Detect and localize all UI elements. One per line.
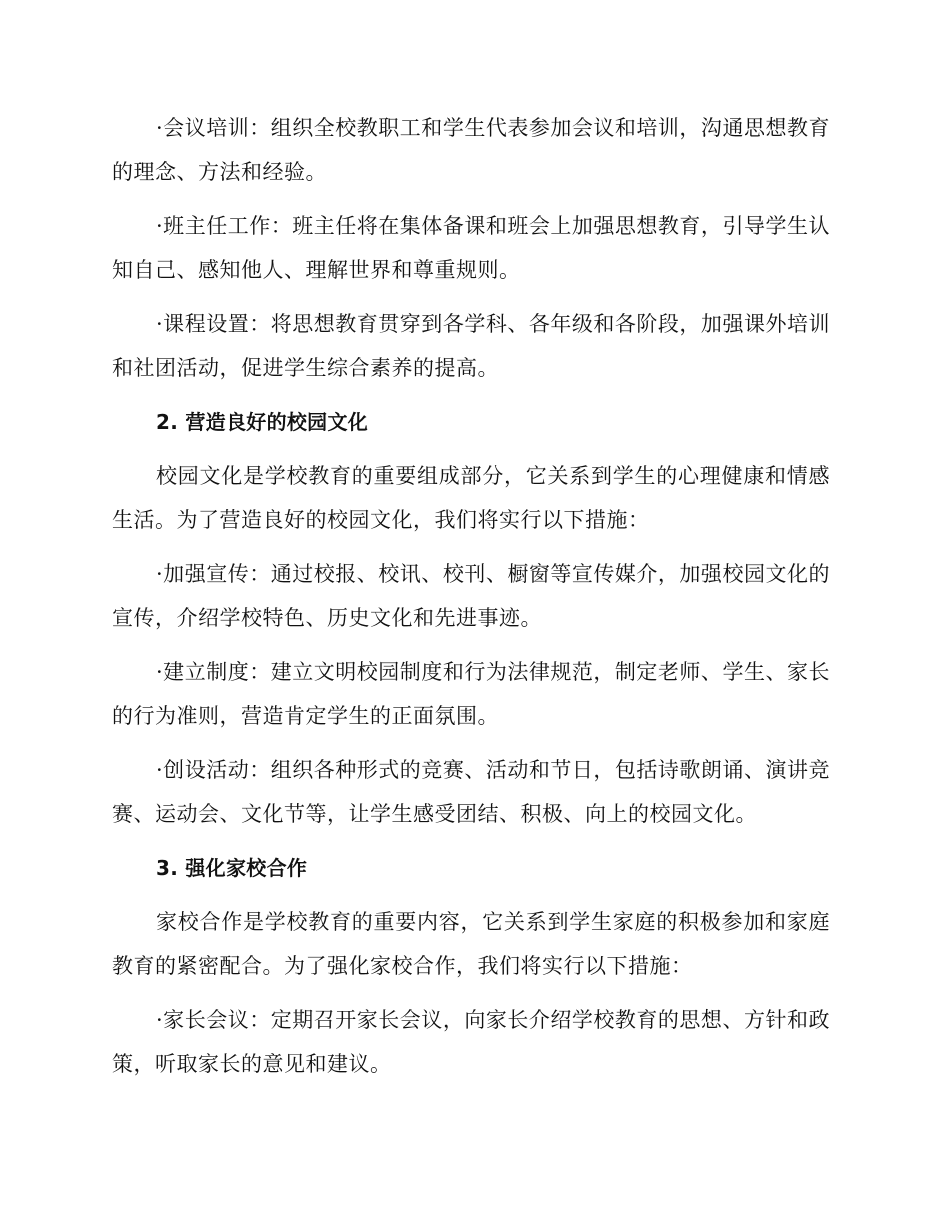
bullet-meeting-training: ·会议培训：组织全校教职工和学生代表参加会议和培训，沟通思想教育的理念、方法和经验。 <box>112 116 830 184</box>
bullet-activities: ·创设活动：组织各种形式的竞赛、活动和节日，包括诗歌朗诵、演讲竞赛、运动会、文化节等，让学生感受团结、积极、向上的校园文化。 <box>112 758 830 826</box>
bullet-parent-meeting: ·家长会议：定期召开家长会议，向家长介绍学校教育的思想、方针和政策，听取家长的意见和建议。 <box>112 1008 830 1076</box>
bullet-publicity: ·加强宣传：通过校报、校讯、校刊、橱窗等宣传媒介，加强校园文化的宣传，介绍学校特色、历史文化和先进事迹。 <box>112 562 830 630</box>
paragraph-campus-culture-intro: 校园文化是学校教育的重要组成部分，它关系到学生的心理健康和情感生活。为了营造良好的校园文化，我们将实行以下措施： <box>112 464 830 532</box>
bullet-class-teacher-work: ·班主任工作：班主任将在集体备课和班会上加强思想教育，引导学生认知自己、感知他人、理解世界和尊重规则。 <box>112 214 830 282</box>
paragraph-home-school-intro: 家校合作是学校教育的重要内容，它关系到学生家庭的积极参加和家庭教育的紧密配合。为了强化家校合作，我们将实行以下措施： <box>112 910 830 978</box>
bullet-curriculum: ·课程设置：将思想教育贯穿到各学科、各年级和各阶段，加强课外培训和社团活动，促进学生综合素养的提高。 <box>112 312 830 380</box>
section-heading-home-school: 3. 强化家校合作 <box>156 856 308 880</box>
bullet-rules: ·建立制度：建立文明校园制度和行为法律规范，制定老师、学生、家长的行为准则，营造肯定学生的正面氛围。 <box>112 660 830 728</box>
section-heading-campus-culture: 2. 营造良好的校园文化 <box>156 410 369 434</box>
